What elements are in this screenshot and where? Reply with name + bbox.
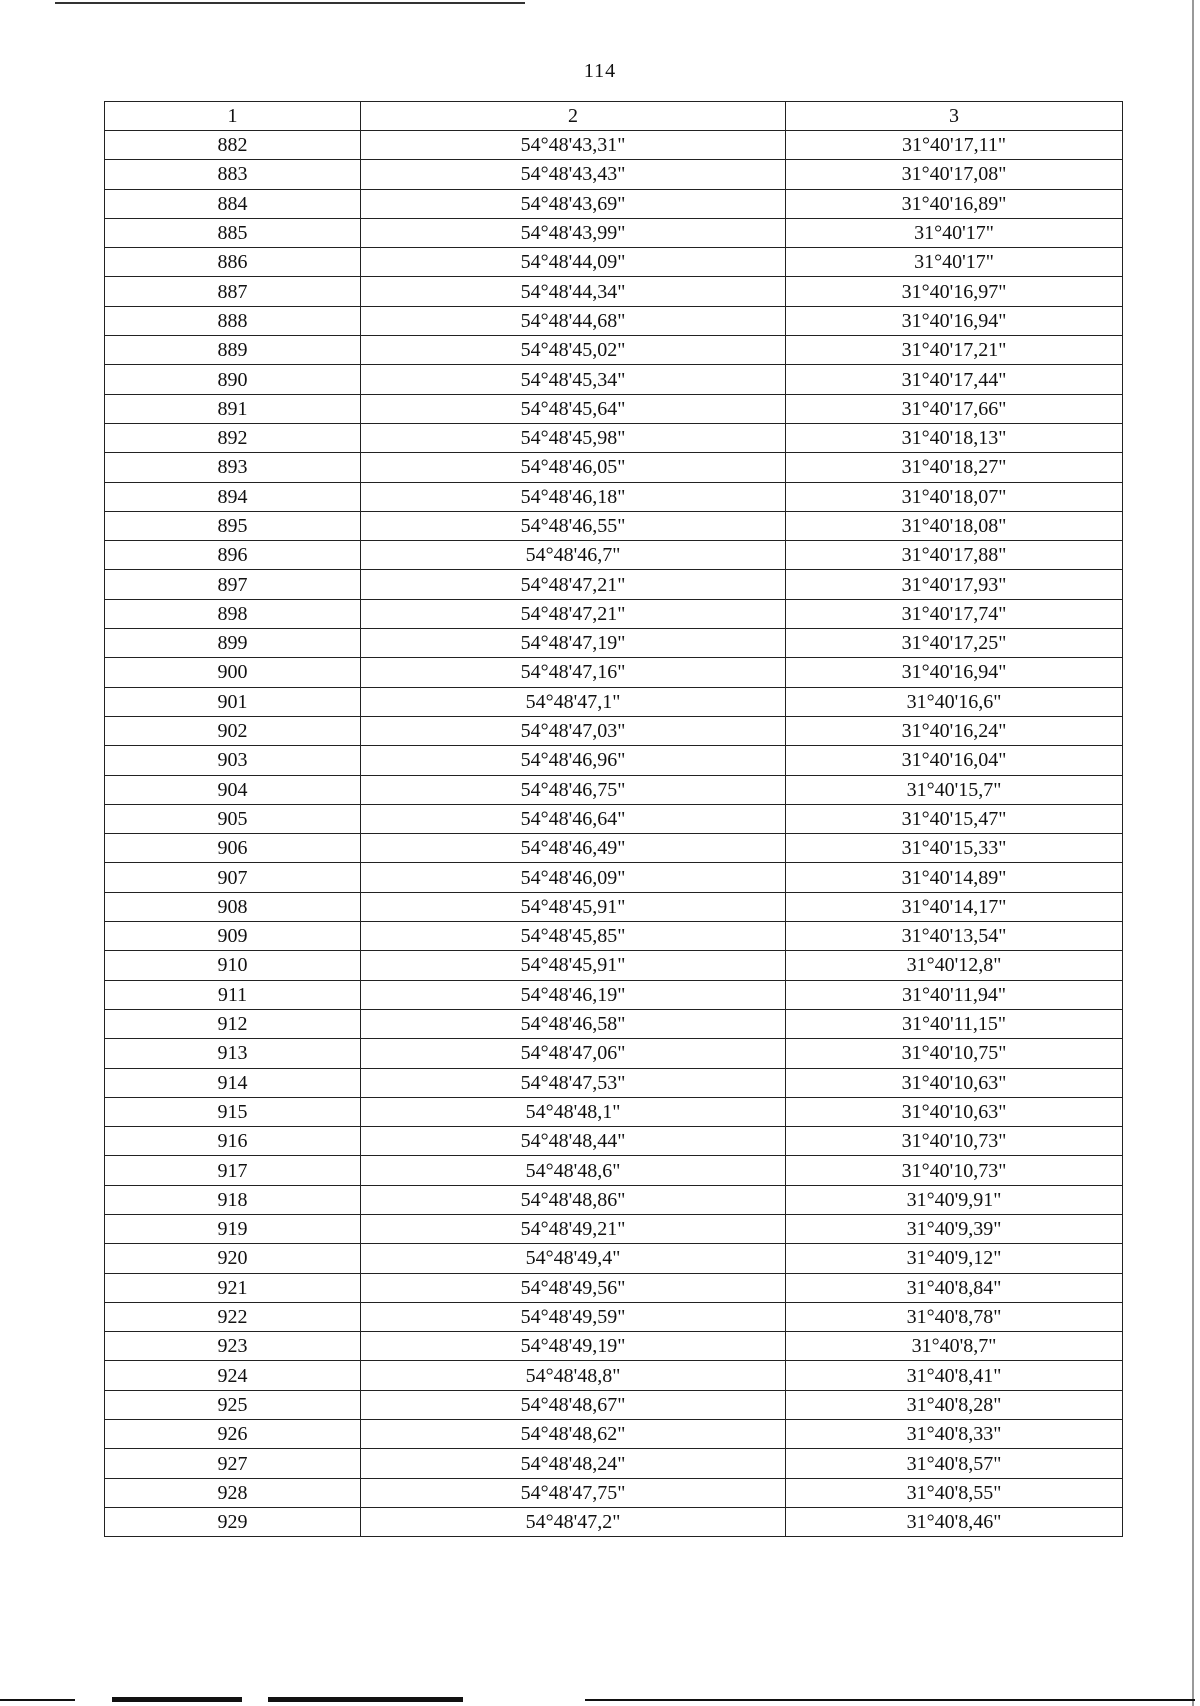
latitude-cell: 54°48'46,49"	[361, 834, 786, 863]
longitude-cell: 31°40'8,46"	[786, 1507, 1123, 1536]
bottom-mark	[0, 1699, 75, 1701]
longitude-cell: 31°40'8,7"	[786, 1332, 1123, 1361]
longitude-cell: 31°40'8,78"	[786, 1302, 1123, 1331]
bottom-scan-marks	[0, 1695, 1200, 1706]
longitude-cell: 31°40'18,27"	[786, 453, 1123, 482]
table-row	[105, 541, 1123, 570]
coordinates-table	[104, 101, 1123, 1537]
point-number-cell: 908	[105, 892, 361, 921]
table-row	[105, 804, 1123, 833]
table-row	[105, 980, 1123, 1009]
longitude-cell: 31°40'9,91"	[786, 1185, 1123, 1214]
table-row	[105, 453, 1123, 482]
longitude-cell: 31°40'11,15"	[786, 1009, 1123, 1038]
longitude-cell: 31°40'17,74"	[786, 599, 1123, 628]
table-row	[105, 1127, 1123, 1156]
table-row	[105, 336, 1123, 365]
longitude-cell: 31°40'8,28"	[786, 1390, 1123, 1419]
table-row	[105, 1273, 1123, 1302]
latitude-cell: 54°48'46,09"	[361, 863, 786, 892]
longitude-cell: 31°40'9,12"	[786, 1244, 1123, 1273]
point-number-cell: 899	[105, 629, 361, 658]
latitude-cell: 54°48'46,7"	[361, 541, 786, 570]
table-row	[105, 922, 1123, 951]
latitude-cell: 54°48'47,21"	[361, 570, 786, 599]
page-edge-line	[1192, 0, 1194, 1706]
longitude-cell: 31°40'15,47"	[786, 804, 1123, 833]
latitude-cell: 54°48'44,68"	[361, 306, 786, 335]
longitude-cell: 31°40'17,66"	[786, 394, 1123, 423]
table-row	[105, 629, 1123, 658]
longitude-cell: 31°40'10,75"	[786, 1039, 1123, 1068]
table-row	[105, 394, 1123, 423]
latitude-cell: 54°48'48,8"	[361, 1361, 786, 1390]
latitude-cell: 54°48'46,75"	[361, 775, 786, 804]
latitude-cell: 54°48'49,56"	[361, 1273, 786, 1302]
point-number-cell: 885	[105, 218, 361, 247]
latitude-cell: 54°48'45,85"	[361, 922, 786, 951]
point-number-cell: 912	[105, 1009, 361, 1038]
point-number-cell: 916	[105, 1127, 361, 1156]
latitude-cell: 54°48'49,4"	[361, 1244, 786, 1273]
table-row	[105, 218, 1123, 247]
longitude-cell: 31°40'8,57"	[786, 1449, 1123, 1478]
longitude-cell: 31°40'17,11"	[786, 131, 1123, 160]
longitude-cell: 31°40'16,97"	[786, 277, 1123, 306]
point-number-cell: 897	[105, 570, 361, 599]
longitude-cell: 31°40'17"	[786, 218, 1123, 247]
point-number-cell: 909	[105, 922, 361, 951]
table-row	[105, 1244, 1123, 1273]
table-row	[105, 1390, 1123, 1419]
latitude-cell: 54°48'46,64"	[361, 804, 786, 833]
latitude-cell: 54°48'48,67"	[361, 1390, 786, 1419]
point-number-cell: 901	[105, 687, 361, 716]
point-number-cell: 898	[105, 599, 361, 628]
table-row	[105, 131, 1123, 160]
longitude-cell: 31°40'17,44"	[786, 365, 1123, 394]
point-number-cell: 905	[105, 804, 361, 833]
point-number-cell: 928	[105, 1478, 361, 1507]
table-body	[105, 131, 1123, 1537]
longitude-cell: 31°40'17"	[786, 248, 1123, 277]
table-row	[105, 1332, 1123, 1361]
bottom-mark	[585, 1699, 1195, 1701]
longitude-cell: 31°40'17,21"	[786, 336, 1123, 365]
point-number-cell: 927	[105, 1449, 361, 1478]
point-number-cell: 893	[105, 453, 361, 482]
point-number-cell: 890	[105, 365, 361, 394]
point-number-cell: 907	[105, 863, 361, 892]
table-row	[105, 1009, 1123, 1038]
table-row	[105, 277, 1123, 306]
table-row	[105, 1302, 1123, 1331]
table-row	[105, 1214, 1123, 1243]
point-number-cell: 896	[105, 541, 361, 570]
longitude-cell: 31°40'16,94"	[786, 306, 1123, 335]
point-number-cell: 924	[105, 1361, 361, 1390]
point-number-cell: 929	[105, 1507, 361, 1536]
longitude-cell: 31°40'15,33"	[786, 834, 1123, 863]
bottom-mark	[112, 1697, 242, 1702]
latitude-cell: 54°48'44,34"	[361, 277, 786, 306]
point-number-cell: 889	[105, 336, 361, 365]
table-row	[105, 1420, 1123, 1449]
table-row	[105, 570, 1123, 599]
latitude-cell: 54°48'49,19"	[361, 1332, 786, 1361]
column-header-2: 2	[361, 102, 786, 131]
column-header-3: 3	[786, 102, 1123, 131]
longitude-cell: 31°40'18,13"	[786, 423, 1123, 452]
longitude-cell: 31°40'8,33"	[786, 1420, 1123, 1449]
latitude-cell: 54°48'48,6"	[361, 1156, 786, 1185]
longitude-cell: 31°40'12,8"	[786, 951, 1123, 980]
point-number-cell: 926	[105, 1420, 361, 1449]
longitude-cell: 31°40'16,89"	[786, 189, 1123, 218]
table-row	[105, 658, 1123, 687]
latitude-cell: 54°48'46,18"	[361, 482, 786, 511]
table-header-row	[105, 102, 1123, 131]
table-row	[105, 834, 1123, 863]
table-row	[105, 892, 1123, 921]
latitude-cell: 54°48'46,55"	[361, 511, 786, 540]
longitude-cell: 31°40'16,94"	[786, 658, 1123, 687]
latitude-cell: 54°48'48,24"	[361, 1449, 786, 1478]
point-number-cell: 887	[105, 277, 361, 306]
longitude-cell: 31°40'10,73"	[786, 1127, 1123, 1156]
table-row	[105, 511, 1123, 540]
table-row	[105, 1097, 1123, 1126]
point-number-cell: 921	[105, 1273, 361, 1302]
point-number-cell: 918	[105, 1185, 361, 1214]
point-number-cell: 888	[105, 306, 361, 335]
column-header-1: 1	[105, 102, 361, 131]
table-row	[105, 951, 1123, 980]
latitude-cell: 54°48'43,99"	[361, 218, 786, 247]
longitude-cell: 31°40'8,84"	[786, 1273, 1123, 1302]
longitude-cell: 31°40'10,63"	[786, 1068, 1123, 1097]
longitude-cell: 31°40'16,24"	[786, 716, 1123, 745]
latitude-cell: 54°48'47,53"	[361, 1068, 786, 1097]
latitude-cell: 54°48'43,69"	[361, 189, 786, 218]
bottom-mark	[268, 1697, 463, 1702]
latitude-cell: 54°48'47,1"	[361, 687, 786, 716]
table-row	[105, 1156, 1123, 1185]
table-row	[105, 775, 1123, 804]
latitude-cell: 54°48'46,58"	[361, 1009, 786, 1038]
longitude-cell: 31°40'10,63"	[786, 1097, 1123, 1126]
longitude-cell: 31°40'11,94"	[786, 980, 1123, 1009]
latitude-cell: 54°48'47,75"	[361, 1478, 786, 1507]
point-number-cell: 923	[105, 1332, 361, 1361]
longitude-cell: 31°40'18,07"	[786, 482, 1123, 511]
table-row	[105, 365, 1123, 394]
latitude-cell: 54°48'45,91"	[361, 892, 786, 921]
table-row	[105, 189, 1123, 218]
latitude-cell: 54°48'46,05"	[361, 453, 786, 482]
longitude-cell: 31°40'8,55"	[786, 1478, 1123, 1507]
point-number-cell: 917	[105, 1156, 361, 1185]
point-number-cell: 886	[105, 248, 361, 277]
top-rule	[55, 2, 525, 4]
longitude-cell: 31°40'13,54"	[786, 922, 1123, 951]
latitude-cell: 54°48'47,06"	[361, 1039, 786, 1068]
point-number-cell: 920	[105, 1244, 361, 1273]
longitude-cell: 31°40'8,41"	[786, 1361, 1123, 1390]
point-number-cell: 882	[105, 131, 361, 160]
longitude-cell: 31°40'10,73"	[786, 1156, 1123, 1185]
table-row	[105, 863, 1123, 892]
table-row	[105, 423, 1123, 452]
table-row	[105, 482, 1123, 511]
point-number-cell: 900	[105, 658, 361, 687]
point-number-cell: 884	[105, 189, 361, 218]
point-number-cell: 913	[105, 1039, 361, 1068]
latitude-cell: 54°48'46,19"	[361, 980, 786, 1009]
latitude-cell: 54°48'48,62"	[361, 1420, 786, 1449]
table-row	[105, 1449, 1123, 1478]
latitude-cell: 54°48'45,34"	[361, 365, 786, 394]
latitude-cell: 54°48'45,64"	[361, 394, 786, 423]
latitude-cell: 54°48'48,1"	[361, 1097, 786, 1126]
latitude-cell: 54°48'45,98"	[361, 423, 786, 452]
point-number-cell: 919	[105, 1214, 361, 1243]
table-row	[105, 1507, 1123, 1536]
latitude-cell: 54°48'48,44"	[361, 1127, 786, 1156]
point-number-cell: 910	[105, 951, 361, 980]
point-number-cell: 883	[105, 160, 361, 189]
point-number-cell: 895	[105, 511, 361, 540]
point-number-cell: 892	[105, 423, 361, 452]
table-row	[105, 306, 1123, 335]
point-number-cell: 925	[105, 1390, 361, 1419]
table-row	[105, 746, 1123, 775]
longitude-cell: 31°40'14,89"	[786, 863, 1123, 892]
table-row	[105, 599, 1123, 628]
table-row	[105, 1185, 1123, 1214]
longitude-cell: 31°40'17,08"	[786, 160, 1123, 189]
latitude-cell: 54°48'45,02"	[361, 336, 786, 365]
latitude-cell: 54°48'45,91"	[361, 951, 786, 980]
latitude-cell: 54°48'47,2"	[361, 1507, 786, 1536]
longitude-cell: 31°40'17,25"	[786, 629, 1123, 658]
point-number-cell: 922	[105, 1302, 361, 1331]
latitude-cell: 54°48'48,86"	[361, 1185, 786, 1214]
table-row	[105, 160, 1123, 189]
point-number-cell: 915	[105, 1097, 361, 1126]
table-row	[105, 1361, 1123, 1390]
longitude-cell: 31°40'9,39"	[786, 1214, 1123, 1243]
point-number-cell: 894	[105, 482, 361, 511]
latitude-cell: 54°48'43,31"	[361, 131, 786, 160]
latitude-cell: 54°48'47,03"	[361, 716, 786, 745]
point-number-cell: 914	[105, 1068, 361, 1097]
latitude-cell: 54°48'46,96"	[361, 746, 786, 775]
table-row	[105, 687, 1123, 716]
table-row	[105, 1068, 1123, 1097]
longitude-cell: 31°40'18,08"	[786, 511, 1123, 540]
latitude-cell: 54°48'43,43"	[361, 160, 786, 189]
latitude-cell: 54°48'47,21"	[361, 599, 786, 628]
table-row	[105, 1478, 1123, 1507]
table-row	[105, 1039, 1123, 1068]
longitude-cell: 31°40'14,17"	[786, 892, 1123, 921]
latitude-cell: 54°48'44,09"	[361, 248, 786, 277]
point-number-cell: 911	[105, 980, 361, 1009]
point-number-cell: 902	[105, 716, 361, 745]
page-number: 114	[583, 60, 617, 82]
longitude-cell: 31°40'15,7"	[786, 775, 1123, 804]
table-row	[105, 716, 1123, 745]
latitude-cell: 54°48'49,59"	[361, 1302, 786, 1331]
point-number-cell: 891	[105, 394, 361, 423]
point-number-cell: 906	[105, 834, 361, 863]
longitude-cell: 31°40'16,6"	[786, 687, 1123, 716]
longitude-cell: 31°40'16,04"	[786, 746, 1123, 775]
latitude-cell: 54°48'47,16"	[361, 658, 786, 687]
longitude-cell: 31°40'17,88"	[786, 541, 1123, 570]
table-row	[105, 248, 1123, 277]
latitude-cell: 54°48'49,21"	[361, 1214, 786, 1243]
point-number-cell: 904	[105, 775, 361, 804]
longitude-cell: 31°40'17,93"	[786, 570, 1123, 599]
latitude-cell: 54°48'47,19"	[361, 629, 786, 658]
point-number-cell: 903	[105, 746, 361, 775]
